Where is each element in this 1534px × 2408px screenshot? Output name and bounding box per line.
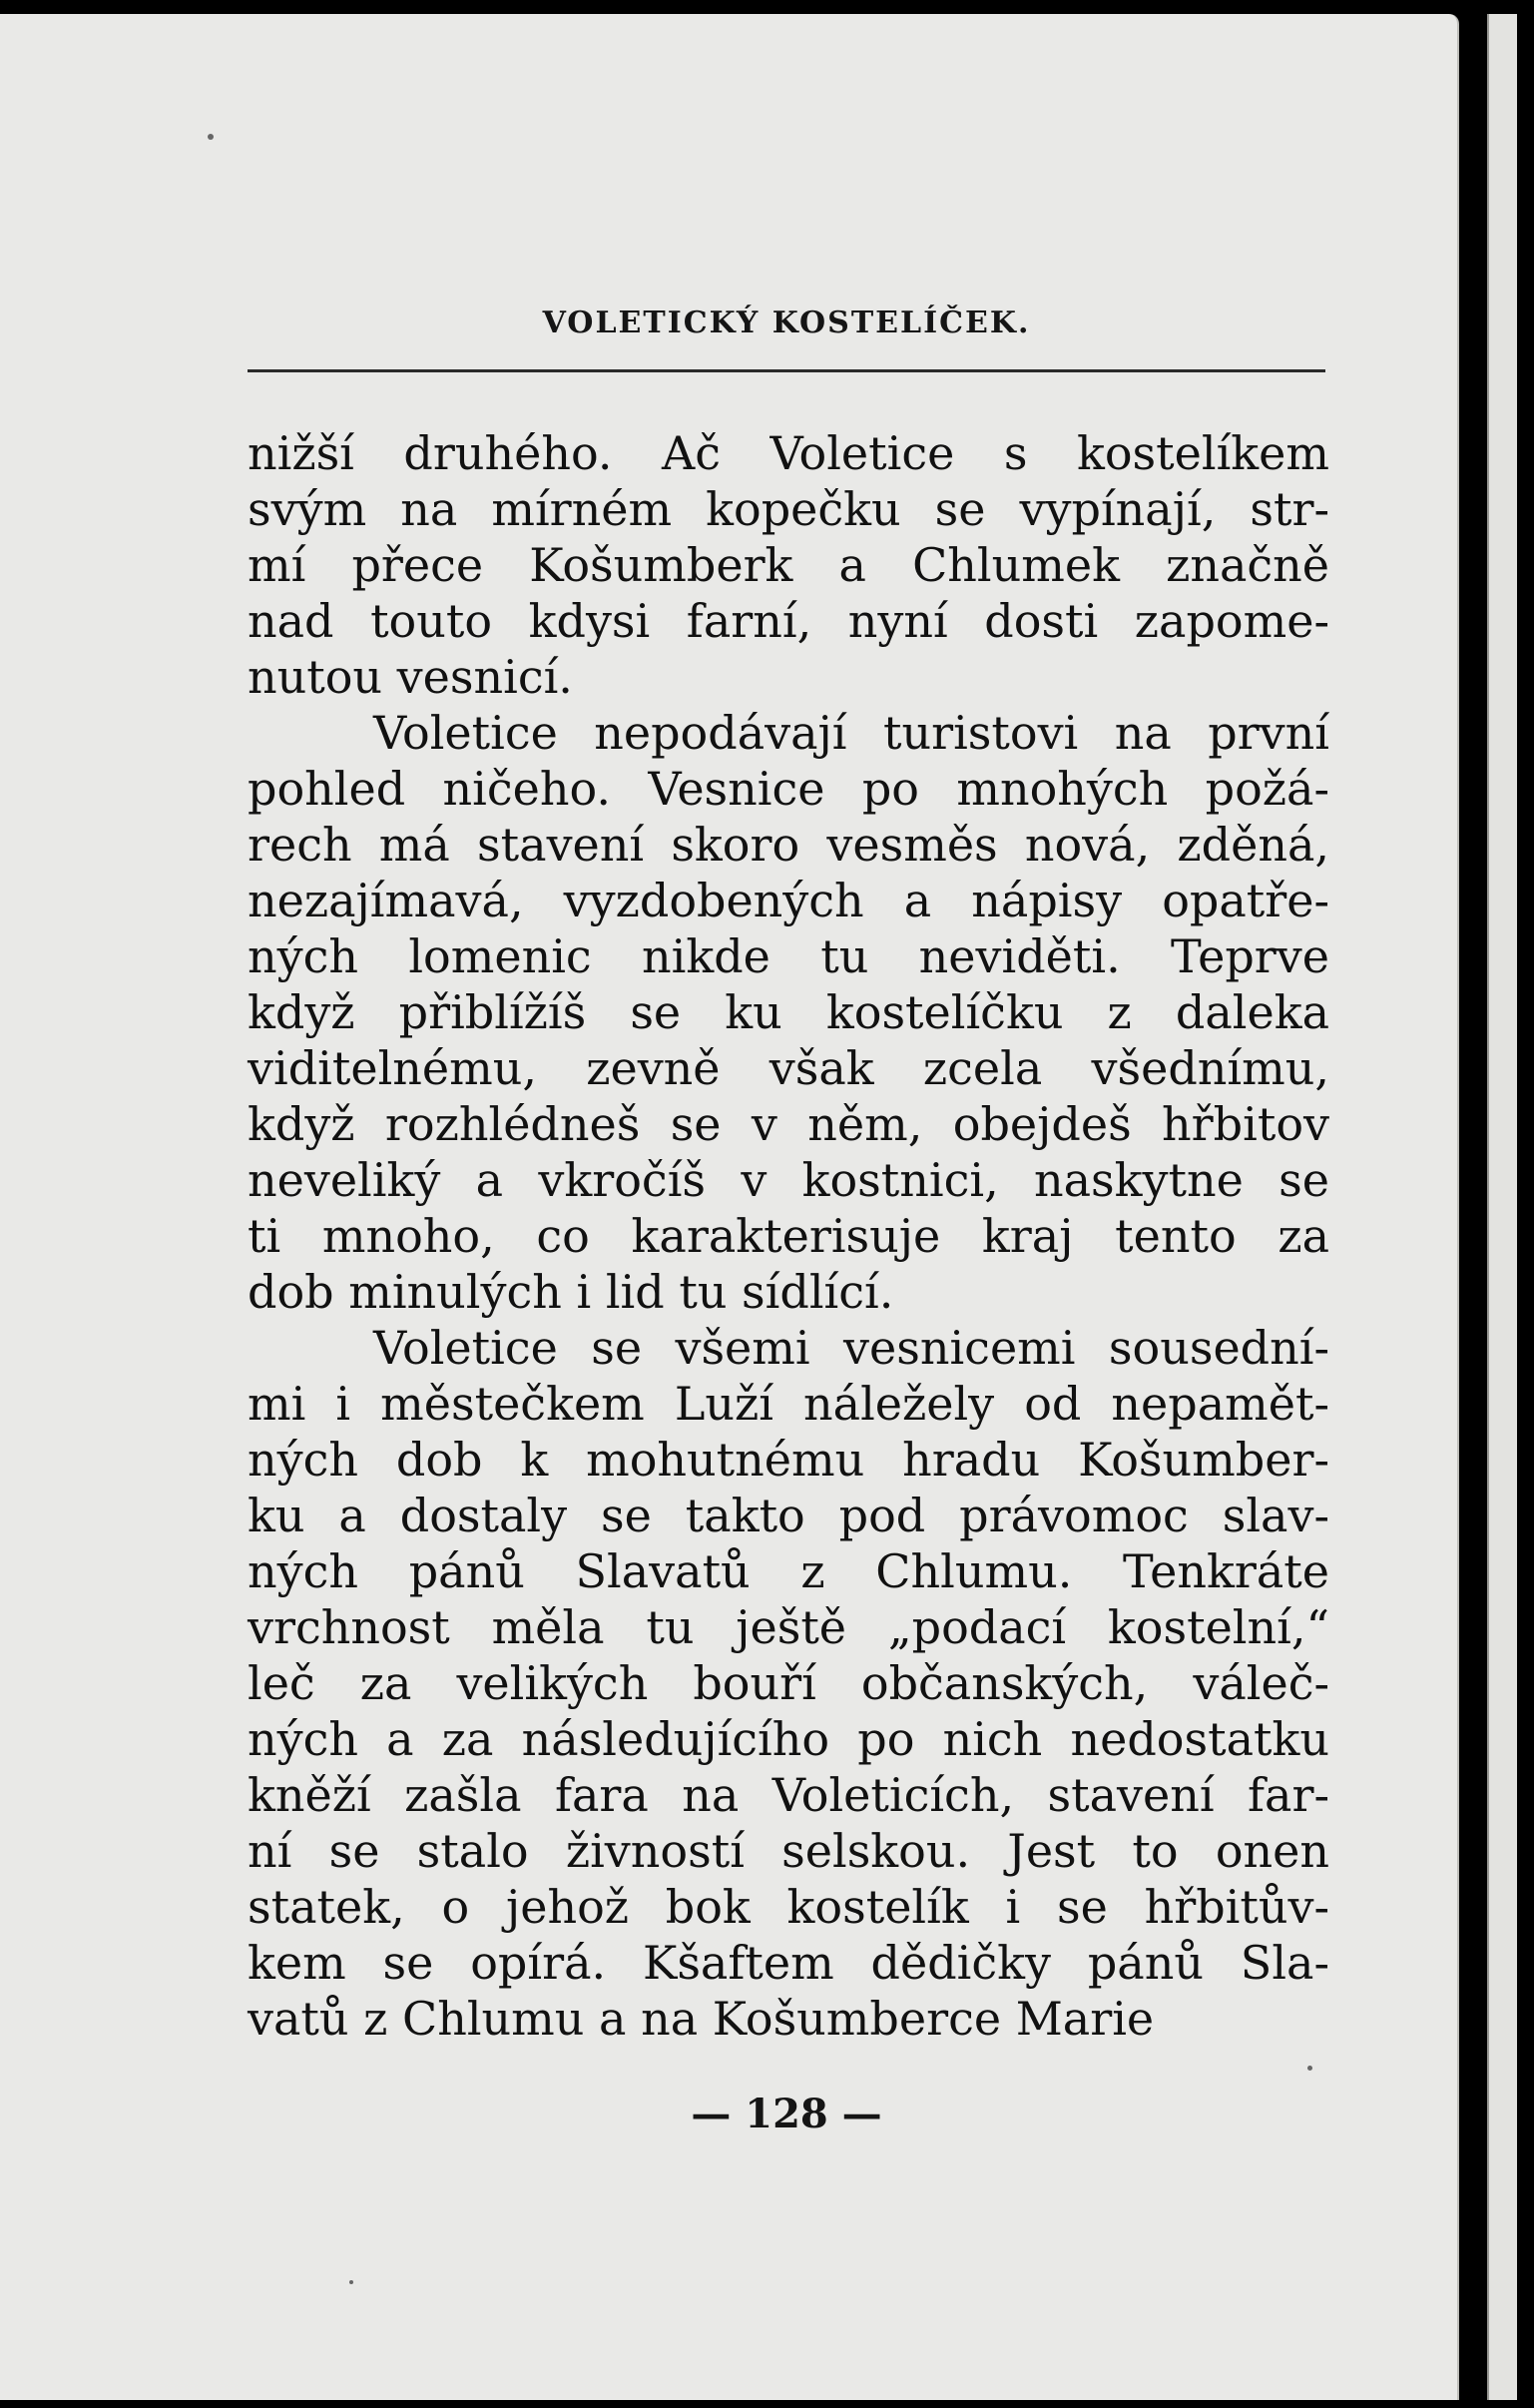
- text-line: ku a dostaly se takto pod právomoc slav-: [248, 1489, 1329, 1542]
- adjacent-page-edge: [1487, 14, 1517, 2400]
- text-line: ných dob k mohutnému hradu Košumber-: [248, 1433, 1329, 1487]
- text-line: ných a za následujícího po nich nedostatku: [248, 1712, 1329, 1766]
- running-head: VOLETICKÝ KOSTELÍČEK.: [542, 305, 1031, 340]
- text-line: ti mnoho, co karakterisuje kraj tento za: [248, 1209, 1329, 1263]
- text-line: ní se stalo živností selskou. Jest to onen: [248, 1824, 1329, 1878]
- text-line: mí přece Košumberk a Chlumek značně: [248, 538, 1329, 592]
- body-text: [248, 425, 1329, 2047]
- scan-speck: [208, 134, 214, 140]
- text-line: když přiblížíš se ku kostelíčku z daleka: [248, 985, 1329, 1039]
- book-page: [0, 14, 1459, 2400]
- text-line: ných lomenic nikde tu neviděti. Teprve: [248, 929, 1329, 983]
- text-line: pohled ničeho. Vesnice po mnohých požá-: [248, 762, 1329, 816]
- text-line: neveliký a vkročíš v kostnici, naskytne se: [248, 1153, 1329, 1207]
- text-line: kněží zašla fara na Voleticích, stavení far-: [248, 1768, 1329, 1822]
- text-line: svým na mírném kopečku se vypínají, str-: [248, 482, 1329, 536]
- header-rule: [248, 369, 1325, 372]
- text-line: vrchnost měla tu ještě „podací kostelní,“: [248, 1600, 1329, 1654]
- text-line: nezajímavá, vyzdobených a nápisy opatře-: [248, 874, 1329, 927]
- text-line: vatů z Chlumu a na Košumberce Marie: [248, 1992, 1155, 2046]
- text-line: nižší druhého. Ač Voletice s kostelíkem: [248, 426, 1329, 480]
- text-line: Voletice nepodávají turistovi na první: [373, 706, 1329, 760]
- text-line: ných pánů Slavatů z Chlumu. Tenkráte: [248, 1544, 1329, 1598]
- text-line: statek, o jehož bok kostelík i se hřbitův-: [248, 1880, 1329, 1934]
- scan-speck: [349, 2280, 353, 2284]
- text-line: leč za velikých bouří občanských, váleč-: [248, 1656, 1329, 1710]
- text-line: rech má stavení skoro vesměs nová, zděná,: [248, 818, 1329, 872]
- text-line: viditelnému, zevně však zcela všednímu,: [248, 1041, 1329, 1095]
- text-line: mi i městečkem Luží náležely od nepamět-: [248, 1377, 1329, 1431]
- text-line: když rozhlédneš se v něm, obejdeš hřbitov: [248, 1097, 1329, 1151]
- text-line: dob minulých i lid tu sídlící.: [248, 1265, 894, 1319]
- text-line: kem se opírá. Kšaftem dědičky pánů Sla-: [248, 1936, 1329, 1990]
- text-line: Voletice se všemi vesnicemi sousední-: [373, 1321, 1329, 1375]
- text-line: nad touto kdysi farní, nyní dosti zapome-: [248, 594, 1329, 648]
- text-line: nutou vesnicí.: [248, 650, 573, 704]
- page-number: — 128 —: [691, 2091, 882, 2137]
- scan-speck: [1307, 2066, 1312, 2071]
